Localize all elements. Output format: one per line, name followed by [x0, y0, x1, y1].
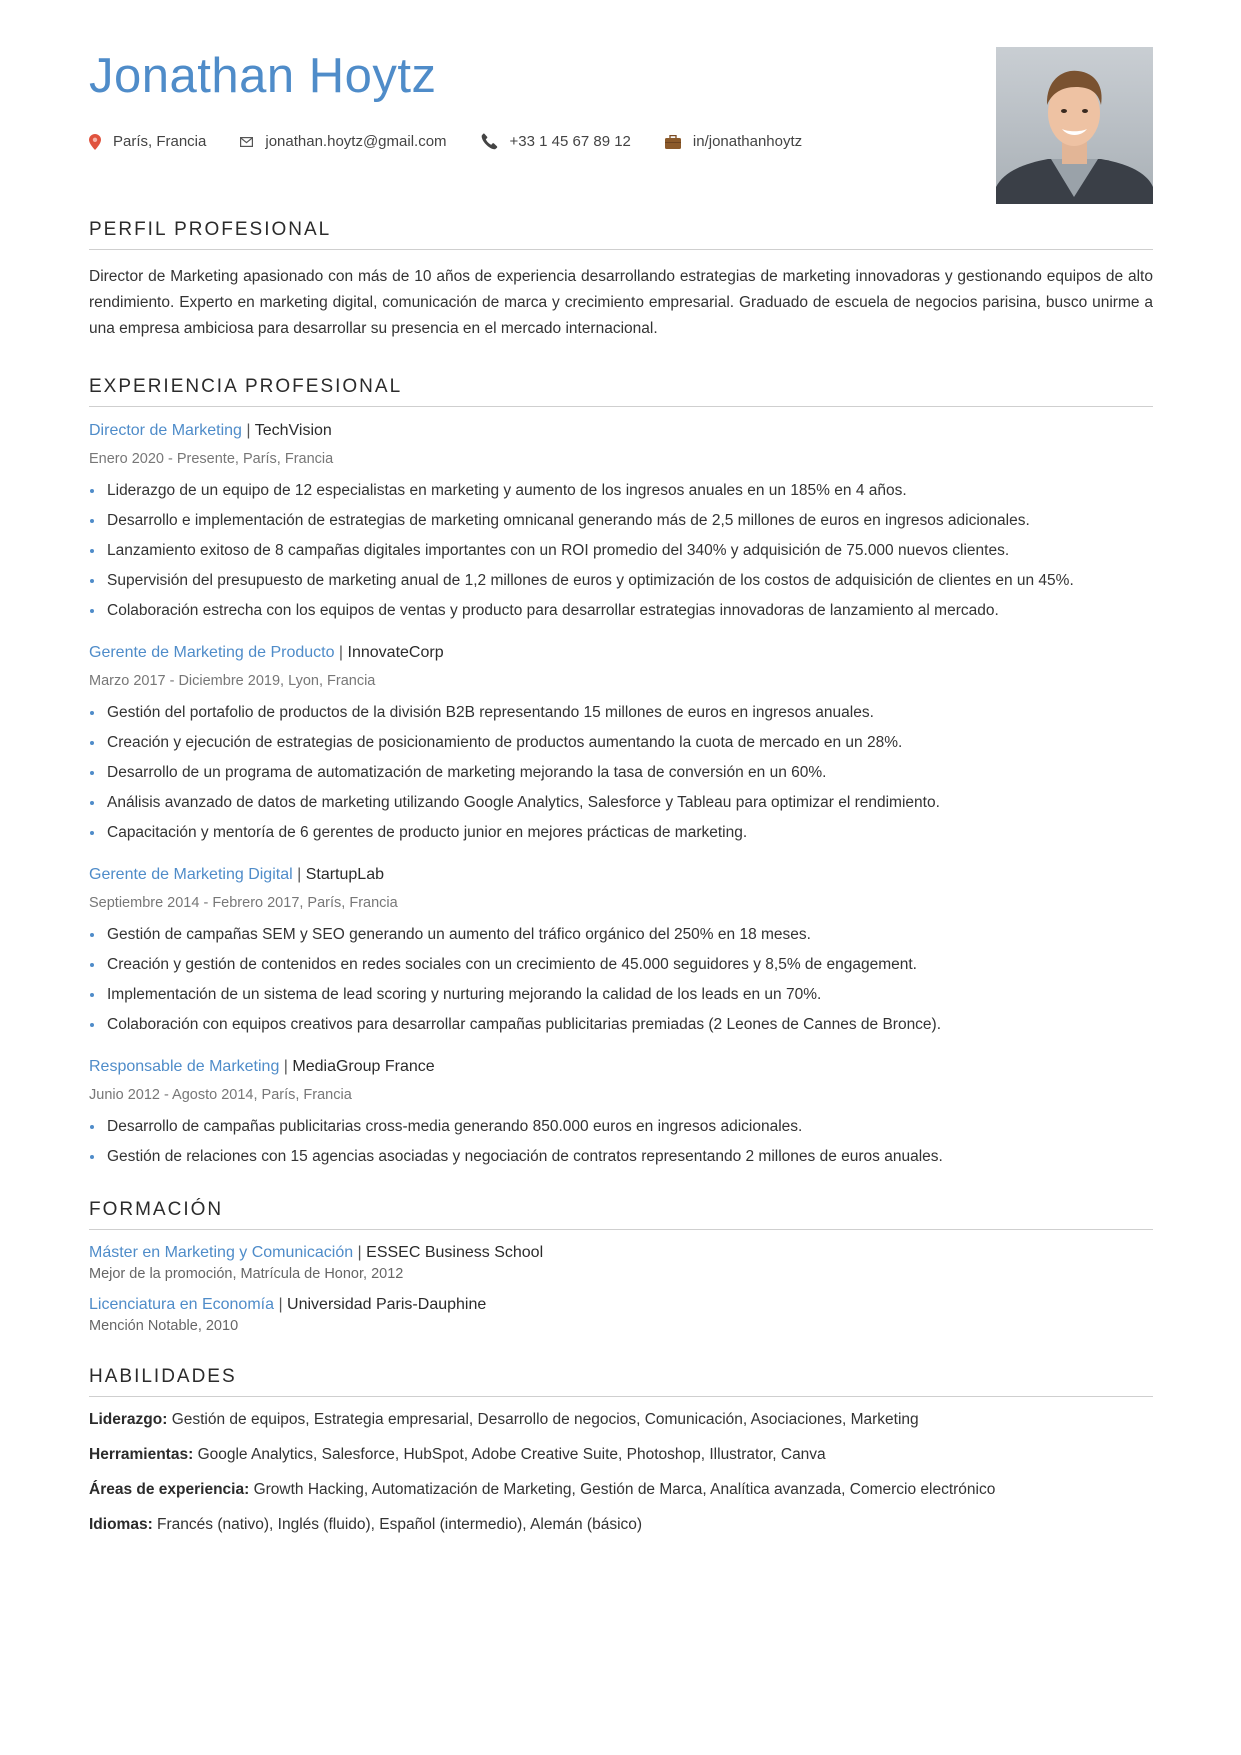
profile-photo [996, 47, 1153, 204]
email-text[interactable]: jonathan.hoytz@gmail.com [265, 133, 447, 150]
job-meta: Septiembre 2014 - Febrero 2017, París, Francia [89, 895, 398, 911]
skill-value: Growth Hacking, Automatización de Marketing, Gestión de Marca, Analítica avanzada, Comercio electrónico [253, 1481, 996, 1498]
job-bullet: Creación y gestión de contenidos en redes sociales con un crecimiento de 45.000 seguidores y 8,5% de engagement. [89, 953, 1153, 977]
briefcase-icon [665, 135, 681, 149]
job-bullet: Gestión de campañas SEM y SEO generando un aumento del tráfico orgánico del 250% en 18 meses. [89, 923, 1153, 947]
section-title-profile: PERFIL PROFESIONAL [89, 219, 1153, 250]
job-bullet: Gestión de relaciones con 15 agencias asociadas y negociación de contratos representando 2 millones de euros anuales. [89, 1145, 1153, 1169]
location-text: París, Francia [113, 133, 207, 150]
job-bullet: Supervisión del presupuesto de marketing anual de 1,2 millones de euros y optimización de los costos de adquisición de clientes en un 45%. [89, 569, 1153, 593]
contact-email[interactable] [240, 133, 446, 150]
mail-icon [240, 137, 253, 147]
job-bullet: Capacitación y mentoría de 6 gerentes de producto junior en mejores prácticas de marketing. [89, 821, 1153, 845]
skill-label: Áreas de experiencia: [89, 1481, 250, 1498]
job-bullet: Implementación de un sistema de lead scoring y nurturing mejorando la calidad de los leads en un 70%. [89, 983, 1153, 1007]
job-bullets [89, 479, 1153, 623]
job-company: TechVision [254, 422, 332, 439]
skills-section [89, 1366, 1153, 1534]
education-header: Máster en Marketing y Comunicación | ESSEC Business School [89, 1244, 544, 1261]
resume-header [89, 0, 1153, 215]
job-bullet: Análisis avanzado de datos de marketing utilizando Google Analytics, Salesforce y Tableau para optimizar el rendimiento. [89, 791, 1153, 815]
education-school: Universidad Paris-Dauphine [287, 1296, 487, 1313]
job-bullets [89, 923, 1153, 1037]
phone-text[interactable]: +33 1 45 67 89 12 [509, 133, 631, 150]
skill-value: Google Analytics, Salesforce, HubSpot, Adobe Creative Suite, Photoshop, Illustrator, Canva [197, 1446, 826, 1463]
resume-page [89, 0, 1153, 1534]
skill-label: Idiomas: [89, 1516, 153, 1533]
job-role: Director de Marketing [89, 422, 242, 439]
skill-label: Liderazgo: [89, 1411, 168, 1428]
job-entry [89, 866, 1153, 1037]
skill-label: Herramientas: [89, 1446, 194, 1463]
education-detail: Mejor de la promoción, Matrícula de Honor, 2012 [89, 1266, 404, 1282]
section-title-experience: EXPERIENCIA PROFESIONAL [89, 376, 1153, 407]
contact-linkedin[interactable] [665, 133, 802, 150]
job-bullets [89, 701, 1153, 845]
candidate-name: Jonathan Hoytz [89, 49, 437, 103]
job-header: Responsable de Marketing | MediaGroup France [89, 1058, 435, 1075]
job-role: Gerente de Marketing de Producto [89, 644, 335, 661]
job-bullet: Desarrollo e implementación de estrategias de marketing omnicanal generando más de 2,5 millones de euros en ingresos adicionales. [89, 509, 1153, 533]
phone-icon [481, 133, 498, 150]
education-section [89, 1199, 1153, 1334]
education-header: Licenciatura en Economía | Universidad Paris-Dauphine [89, 1296, 487, 1313]
education-school: ESSEC Business School [366, 1244, 544, 1261]
contact-row [89, 133, 836, 150]
job-bullets [89, 1115, 1153, 1169]
job-bullet: Colaboración con equipos creativos para desarrollar campañas publicitarias premiadas (2 Leones de Cannes de Bronce). [89, 1013, 1153, 1037]
job-header: Director de Marketing | TechVision [89, 422, 332, 439]
linkedin-text[interactable]: in/jonathanhoytz [692, 133, 803, 150]
skill-row [89, 1481, 1153, 1499]
skill-value: Francés (nativo), Inglés (fluido), Español (intermedio), Alemán (básico) [157, 1516, 643, 1533]
job-entry [89, 1058, 1153, 1169]
profile-summary: Director de Marketing apasionado con más de 10 años de experiencia desarrollando estrategias de marketing innovadoras y gestionando equipos de alto rendimiento. Experto en marketing digital, comunicación de marca y crecimiento empresarial. Graduado de escuela de negocios parisina, busco unirme a una empresa ambiciosa para desarrollar su presencia en el mercado internacional. [89, 268, 1153, 337]
job-bullet: Desarrollo de campañas publicitarias cross-media generando 850.000 euros en ingresos adicionales. [89, 1115, 1153, 1139]
job-bullet: Lanzamiento exitoso de 8 campañas digitales importantes con un ROI promedio del 340% y adquisición de 75.000 nuevos clientes. [89, 539, 1153, 563]
job-entry [89, 422, 1153, 623]
skill-row [89, 1446, 1153, 1464]
job-role: Responsable de Marketing [89, 1058, 280, 1075]
map-pin-icon [89, 134, 101, 150]
job-company: StartupLab [305, 866, 384, 883]
job-company: MediaGroup France [292, 1058, 435, 1075]
contact-location [89, 133, 206, 150]
job-role: Gerente de Marketing Digital [89, 866, 293, 883]
education-degree: Máster en Marketing y Comunicación [89, 1244, 354, 1261]
education-entry [89, 1296, 1153, 1334]
education-detail: Mención Notable, 2010 [89, 1318, 239, 1334]
job-bullet: Desarrollo de un programa de automatización de marketing mejorando la tasa de conversión en un 60%. [89, 761, 1153, 785]
job-bullet: Gestión del portafolio de productos de la división B2B representando 15 millones de euros en ingresos anuales. [89, 701, 1153, 725]
skill-row [89, 1411, 1153, 1429]
job-entry [89, 644, 1153, 845]
experience-section [89, 376, 1153, 1169]
job-meta: Junio 2012 - Agosto 2014, París, Francia [89, 1087, 352, 1103]
job-bullet: Creación y ejecución de estrategias de posicionamiento de productos aumentando la cuota de mercado en un 28%. [89, 731, 1153, 755]
job-meta: Marzo 2017 - Diciembre 2019, Lyon, Francia [89, 673, 376, 689]
skill-row [89, 1516, 1153, 1534]
contact-phone[interactable] [481, 133, 631, 150]
skill-value: Gestión de equipos, Estrategia empresarial, Desarrollo de negocios, Comunicación, Asociaciones, Marketing [171, 1411, 919, 1428]
job-meta: Enero 2020 - Presente, París, Francia [89, 451, 334, 467]
job-header: Gerente de Marketing Digital | StartupLab [89, 866, 384, 883]
section-title-education: FORMACIÓN [89, 1199, 1153, 1230]
job-header: Gerente de Marketing de Producto | InnovateCorp [89, 644, 444, 661]
job-bullet: Colaboración estrecha con los equipos de ventas y producto para desarrollar estrategias innovadoras de lanzamiento al mercado. [89, 599, 1153, 623]
job-bullet: Liderazgo de un equipo de 12 especialistas en marketing y aumento de los ingresos anuales en un 185% en 4 años. [89, 479, 1153, 503]
job-company: InnovateCorp [347, 644, 444, 661]
profile-section [89, 219, 1153, 342]
education-degree: Licenciatura en Economía [89, 1296, 274, 1313]
section-title-skills: HABILIDADES [89, 1366, 1153, 1397]
education-entry [89, 1244, 1153, 1282]
